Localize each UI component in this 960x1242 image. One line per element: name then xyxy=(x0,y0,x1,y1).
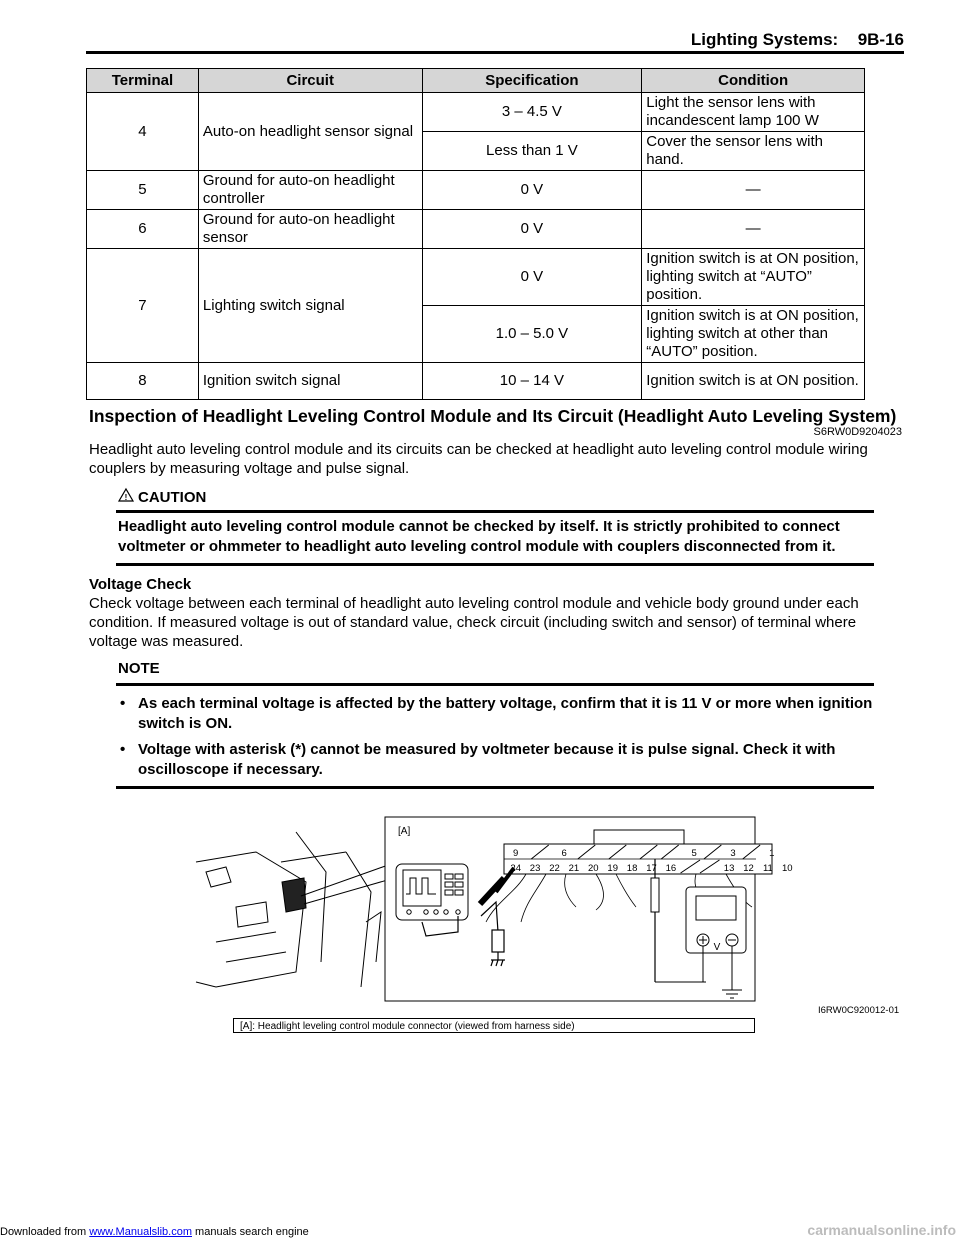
caution-label: CAUTION xyxy=(138,488,207,506)
pin-label: 9 xyxy=(513,848,519,859)
note-box xyxy=(116,660,874,789)
header-rule xyxy=(86,51,904,54)
cell-circuit: Ground for auto-on headlight sensor xyxy=(198,210,422,249)
terminal-spec-table xyxy=(86,68,865,400)
cell-circuit: Auto-on headlight sensor signal xyxy=(198,93,422,171)
connector-lock xyxy=(594,830,684,844)
cell-spec: Less than 1 V xyxy=(422,132,642,171)
pin-label: 11 xyxy=(762,863,773,874)
svg-text:!: ! xyxy=(124,493,128,502)
cell-condition: Light the sensor lens with incandescent lamp 100 W xyxy=(642,93,865,132)
cell-terminal: 6 xyxy=(87,210,199,249)
voltage-check-text: Check voltage between each terminal of headlight auto leveling control module and vehicle body ground under each condition. If measured voltage is out of standard value, check circuit (including switch and sensor) of terminal where voltage was measured. xyxy=(89,595,859,650)
page-header xyxy=(86,30,904,50)
page-footer xyxy=(0,1226,309,1238)
pin-label: 13 xyxy=(723,863,735,874)
note-top-rule xyxy=(116,683,874,686)
figure-label: [A] xyxy=(398,826,411,837)
cell-spec: 0 V xyxy=(422,210,642,249)
note-list xyxy=(116,694,874,780)
warning-triangle-icon xyxy=(118,488,134,506)
vehicle-body-sketch xyxy=(196,832,381,987)
pin-label: 12 xyxy=(743,863,754,874)
table-row xyxy=(87,93,865,132)
footer-watermark: carmanualsonline.info xyxy=(807,1222,956,1238)
table-row xyxy=(87,171,865,210)
cell-condition: Cover the sensor lens with hand. xyxy=(642,132,865,171)
cell-spec: 0 V xyxy=(422,171,642,210)
cell-terminal: 4 xyxy=(87,93,199,171)
bottom-pin-row xyxy=(510,860,792,874)
caution-bottom-rule xyxy=(116,563,874,566)
table-row xyxy=(87,249,865,306)
table-header-row xyxy=(87,69,865,93)
col-header-condition: Condition xyxy=(642,69,865,93)
cell-circuit: Ground for auto-on headlight controller xyxy=(198,171,422,210)
pin-label: 20 xyxy=(588,863,599,874)
pin-label: 17 xyxy=(646,863,657,874)
figure-code: I6RW0C920012-01 xyxy=(818,1005,900,1016)
cell-circuit: Lighting switch signal xyxy=(198,249,422,363)
cell-spec: 0 V xyxy=(422,249,642,306)
intro-paragraph: Headlight auto leveling control module and its circuits can be checked at headlight auto leveling control module wiring couplers by measuring voltage and pulse signal. xyxy=(89,441,868,477)
cell-condition: Ignition switch is at ON position, lighting switch at “AUTO” position. xyxy=(642,249,865,306)
diagram-svg xyxy=(196,812,793,1006)
voltage-check-title: Voltage Check xyxy=(89,576,192,593)
caution-top-rule xyxy=(116,510,874,513)
cell-terminal: 7 xyxy=(87,249,199,363)
col-header-terminal: Terminal xyxy=(87,69,199,93)
cell-condition: Ignition switch is at ON position. xyxy=(642,363,865,400)
footer-prefix: Downloaded from xyxy=(0,1226,87,1238)
pin-label: 18 xyxy=(626,863,638,874)
pin-label: 23 xyxy=(529,863,541,874)
figure-caption: [A]: Headlight leveling control module connector (viewed from harness side) xyxy=(233,1018,755,1033)
cell-terminal: 5 xyxy=(87,171,199,210)
section-code: S6RW0D9204023 xyxy=(813,426,902,438)
cell-condition: — xyxy=(642,210,865,249)
pin-label: 22 xyxy=(549,863,560,874)
voltmeter-label: V xyxy=(713,942,721,953)
pin-label: 10 xyxy=(782,863,793,874)
cell-condition: — xyxy=(642,171,865,210)
cell-circuit: Ignition switch signal xyxy=(198,363,422,400)
col-header-circuit: Circuit xyxy=(198,69,422,93)
cell-spec: 3 – 4.5 V xyxy=(422,93,642,132)
note-bottom-rule xyxy=(116,786,874,789)
caution-box xyxy=(116,488,874,566)
footer-link[interactable]: www.Manualslib.com xyxy=(89,1226,192,1238)
pin-label: 3 xyxy=(730,848,736,859)
cell-terminal: 8 xyxy=(87,363,199,400)
list-item: • As each terminal voltage is affected by the battery voltage, confirm that it is 11 V or more when ignition switch is ON. xyxy=(116,694,874,734)
oscilloscope-icon xyxy=(396,864,468,920)
pin-label: 21 xyxy=(568,863,580,874)
list-item: • Voltage with asterisk (*) cannot be measured by voltmeter because it is pulse signal. Check it with oscilloscope if necessary. xyxy=(116,740,874,780)
section-title: Inspection of Headlight Leveling Control Module and Its Circuit (Headlight Auto Leveling System) xyxy=(89,406,897,426)
cell-spec: 10 – 14 V xyxy=(422,363,642,400)
pin-label: 6 xyxy=(561,848,567,859)
note-label: NOTE xyxy=(118,660,160,677)
pin-label: 19 xyxy=(607,863,618,874)
table-row xyxy=(87,210,865,249)
col-header-specification: Specification xyxy=(422,69,642,93)
header-page-number: 9B-16 xyxy=(857,30,904,49)
pin-label: 5 xyxy=(691,848,697,859)
pin-label: 24 xyxy=(510,863,521,874)
header-title: Lighting Systems: xyxy=(690,30,839,49)
cell-spec: 1.0 – 5.0 V xyxy=(422,306,642,363)
pin-label: 1 xyxy=(769,848,775,859)
caution-text: Headlight auto leveling control module cannot be checked by itself. It is strictly prohibited to connect voltmeter or ohmmeter to headlight auto leveling control module with couplers disconnected from it. xyxy=(118,518,840,555)
cell-condition: Ignition switch is at ON position, lighting switch at other than “AUTO” position. xyxy=(642,306,865,363)
caution-heading xyxy=(118,488,874,506)
footer-suffix: manuals search engine xyxy=(195,1226,309,1238)
connector-diagram xyxy=(196,812,793,1006)
table-row xyxy=(87,363,865,400)
pin-label: 16 xyxy=(665,863,677,874)
